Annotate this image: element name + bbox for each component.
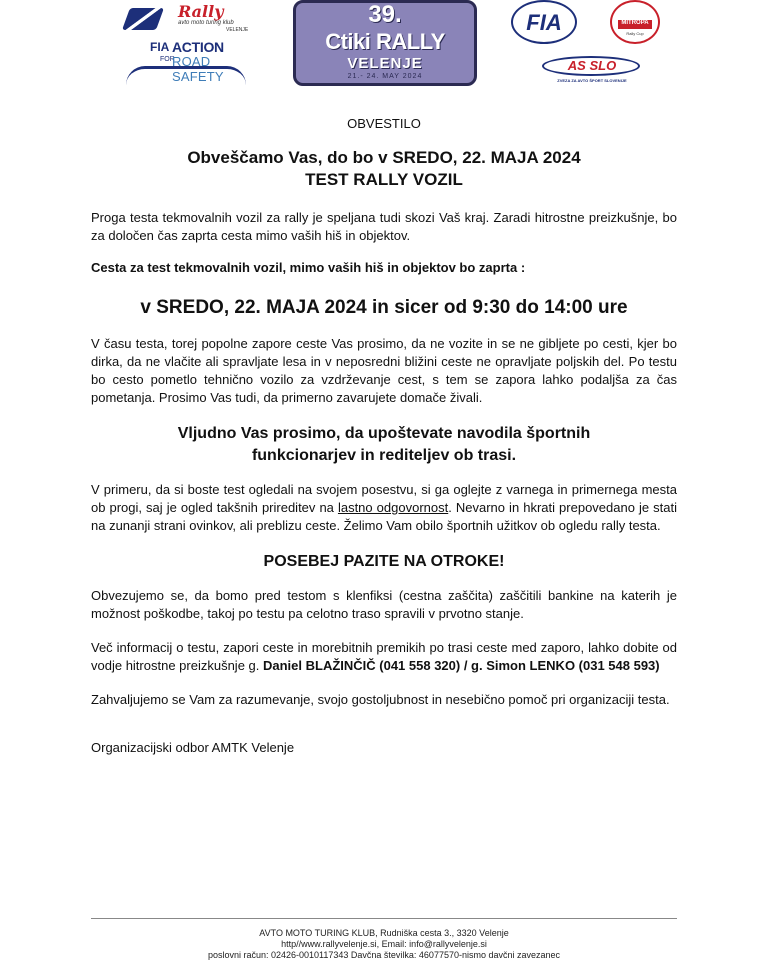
amtk-rally-logo — [126, 4, 256, 34]
footer-web-email: http//www.rallyvelenje.si, Email: info@rallyvelenje.si — [281, 939, 487, 949]
footer — [91, 918, 677, 961]
officials-request — [91, 423, 677, 467]
fia-logo — [511, 0, 577, 44]
own-responsibility-text: lastno odgovornost — [337, 500, 449, 515]
children-warning: POSEBEJ PAZITE NA OTROKE! — [263, 553, 505, 570]
for-text: FOR — [160, 56, 175, 63]
fia-mark: FIA — [150, 40, 170, 54]
plate-title: Ctiki RALLY — [325, 29, 445, 54]
header-logos — [0, 0, 768, 100]
headline-line-1: Obveščamo Vas, do bo v SREDO, 22. MAJA 2024 — [187, 148, 581, 167]
spectators-text-b: . Nevarno in hkrati prepovedano je stati na zunanji strani ovinkov, ali preblizu ceste. Želimo Vam obilo športnih užitkov ob ogledu rally testa. — [91, 500, 677, 533]
action-text: ACTION — [172, 39, 224, 55]
headline — [91, 147, 677, 191]
paragraph-thanks: Zahvaljujemo se Vam za razumevanje, svojo gostoljubnost in nesebično pomoč pri organizaciji testa. — [91, 692, 670, 707]
fia-action-road-safety-logo — [126, 38, 260, 84]
road-curve-icon — [126, 66, 246, 85]
plate-city: VELENJE — [347, 55, 423, 72]
contact-text: Več informacij o testu, zapori ceste in morebitnih premikih po trasi ceste med zaporo, lahko dobite od vodje hitrostne preizkušnje g. — [91, 640, 677, 673]
as-slo-text: AS SLO — [567, 58, 617, 73]
paragraph-route: Proga testa tekmovalnih vozil za rally je speljana tudi skozi Vaš kraj. Zaradi hitrostne preizkušnje, bo za določen čas zaprta cesta mimo vaših hiš in objektov. — [91, 210, 677, 243]
document-label: OBVESTILO — [347, 116, 421, 131]
closure-date-line: v SREDO, 22. MAJA 2024 in sicer od 9:30 do 14:00 ure — [140, 297, 628, 318]
paragraph-contact — [91, 639, 677, 675]
spectators-text-a: V primeru, da si boste test ogledali na svojem posestvu, si ga oglejte z varnega in primernega mesta ob progi, saj je ogled takšnih prireditev na — [91, 482, 677, 515]
signature: Organizacijski odbor AMTK Velenje — [91, 740, 295, 755]
officials-request-line-2: funkcionarjev in rediteljev ob trasi. — [251, 447, 517, 464]
footer-address: AVTO MOTO TURING KLUB, Rudniška cesta 3., 3320 Velenje — [259, 928, 509, 938]
officials-request-line-1: Vljudno Vas prosimo, da upoštevate navodila športnih — [177, 425, 591, 442]
fia-logo-text: FIA — [526, 10, 562, 35]
rally-logo-subtitle: avto moto turing klub — [178, 20, 234, 26]
plate-dates: 21.- 24. MAY 2024 — [347, 73, 423, 80]
document-body — [91, 110, 677, 757]
as-slo-logo — [542, 56, 642, 86]
headline-line-2: TEST RALLY VOZIL — [305, 170, 463, 189]
contact-persons: Daniel BLAŽINČIČ (041 558 320) / g. Simon LENKO (031 548 593) — [262, 658, 660, 673]
paragraph-during-test: V času testa, torej popolne zapore ceste Vas prosimo, da ne vozite in se ne gibljete po cesti, kjer bo dirka, da ne vlačite ali spravljate lesa in v neposredni bližini ceste ne opravljate poljskih del. Po testu bo cesto pometlo tehnično vozilo za vzdrževanje cest, s tem se zapora lahko podaljša za čas pometanja. Prosimo Vas tudi, da primerno zavarujete domače živali. — [91, 336, 677, 405]
as-slo-subtitle: ZVEZA ZA AVTO ŠPORT SLOVENIJE — [557, 78, 627, 83]
plate-number: 39. — [368, 1, 402, 28]
footer-account: poslovni račun: 02426-0010117343 Davčna številka: 46077570-nismo davčni zavezanec — [207, 950, 561, 960]
road-safety-text: ROAD SAFETY — [172, 54, 224, 84]
footer-divider — [91, 918, 677, 919]
rally-logo-text: Rally — [178, 2, 224, 21]
mitropa-logo — [610, 0, 660, 44]
swoosh-icon — [122, 8, 164, 30]
paragraph-protection: Obvezujemo se, da bomo pred testom s klenfiksi (cestna zaščita) zaščitili bankine na katerih je možnost poškodbe, takoj po testu pa celotno traso spravili v prvotno stanje. — [91, 588, 677, 621]
mitropa-subtitle: Rally Cup — [626, 31, 644, 36]
rally-logo-city: VELENJE — [226, 27, 249, 33]
rally-plate-logo — [293, 0, 477, 86]
paragraph-spectators — [91, 481, 677, 535]
mitropa-text: MITROPA — [621, 20, 649, 26]
paragraph-road-closed: Cesta za test tekmovalnih vozil, mimo vaših hiš in objektov bo zaprta : — [91, 260, 526, 275]
